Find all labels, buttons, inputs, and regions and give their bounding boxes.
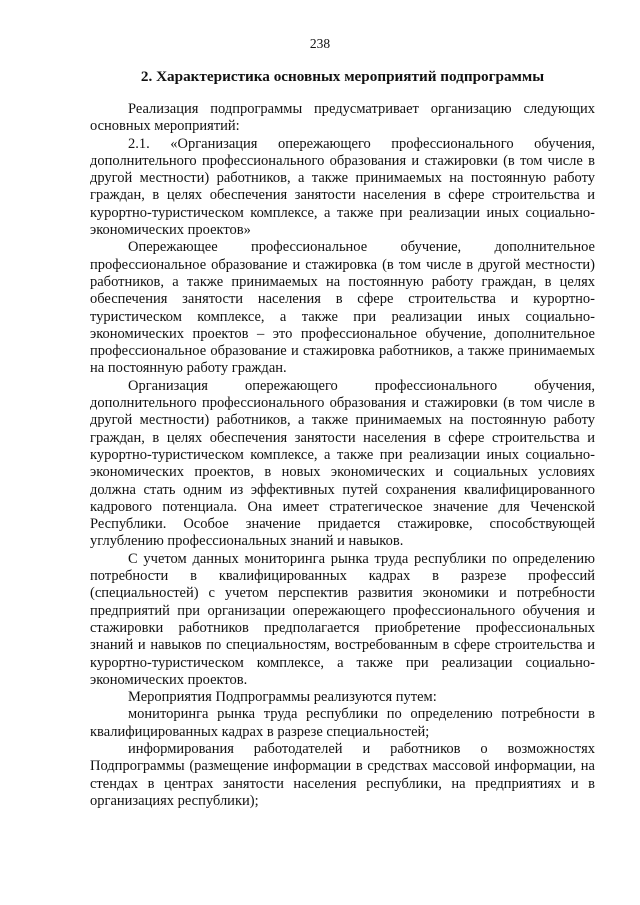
paragraph-measures-intro: Мероприятия Подпрограммы реализуются путем: — [128, 689, 437, 706]
paragraph-item-2-1: 2.1. «Организация опережающего профессионального обучения, дополнительного профессионального образования и стажировки (в том числе в другой местности) работников, а также принимаемых на постоянную работу граждан, в целях обеспечения занятости населения в сфере строительства и курортно-туристическом комплексе, а также при реализации иных социально-экономических проектов» — [90, 135, 595, 239]
paragraph-monitoring-data: С учетом данных мониторинга рынка труда республики по определению потребности в квалифицированных кадрах в разрезе профессий (специальностей) с учетом перспектив развития экономики и потребности предприятий при организации опережающего профессионального обучения и стажировки работников предполагается приобретение профессиональных знаний и навыков по специальностям, востребованным в сфере строительства и курортно-туристическом комплексе, а также при реализации социально-экономических проектов. — [90, 550, 595, 688]
page-number: 238 — [309, 36, 331, 51]
section-heading: 2. Характеристика основных мероприятий подпрограммы — [140, 68, 545, 85]
paragraph-measure-informing: информирования работодателей и работников о возможностях Подпрограммы (размещение информации в средствах массовой информации, на стендах в центрах занятости населения республики, на предприятиях и в организациях республики); — [90, 740, 595, 809]
paragraph-measure-monitoring: мониторинга рынка труда республики по определению потребности в квалифицированных кадрах в разрезе специальностей; — [90, 706, 595, 740]
section-body — [90, 101, 595, 810]
paragraph-intro: Реализация подпрограммы предусматривает организацию следующих основных мероприятий: — [90, 101, 595, 135]
paragraph-organization: Организация опережающего профессионального обучения, дополнительного профессионального образования и стажировки (в том числе в другой местности) работников, а также принимаемых на постоянную работу граждан, в целях обеспечения занятости населения в сфере строительства и курортно-туристическом комплексе, а также при реализации иных социально-экономических проектов, в новых экономических и социальных условиях должна стать одним из эффективных путей сохранения квалифицированного кадрового потенциала. Она имеет стратегическое значение для Чеченской Республики. Особое значение придается стажировке, способствующей углублению профессиональных знаний и навыков. — [90, 377, 595, 550]
paragraph-definition: Опережающее профессиональное обучение, дополнительное профессиональное образование и стажировка (в том числе в другой местности) работников, а также принимаемых на постоянную работу граждан, в целях обеспечения занятости населения в сфере строительства и курортно-туристическом комплексе, а также при реализации иных социально-экономических проектов – это профессиональное обучение, дополнительное профессиональное образование и стажировка работников, а также принимаемых на постоянную работу граждан. — [90, 239, 595, 377]
